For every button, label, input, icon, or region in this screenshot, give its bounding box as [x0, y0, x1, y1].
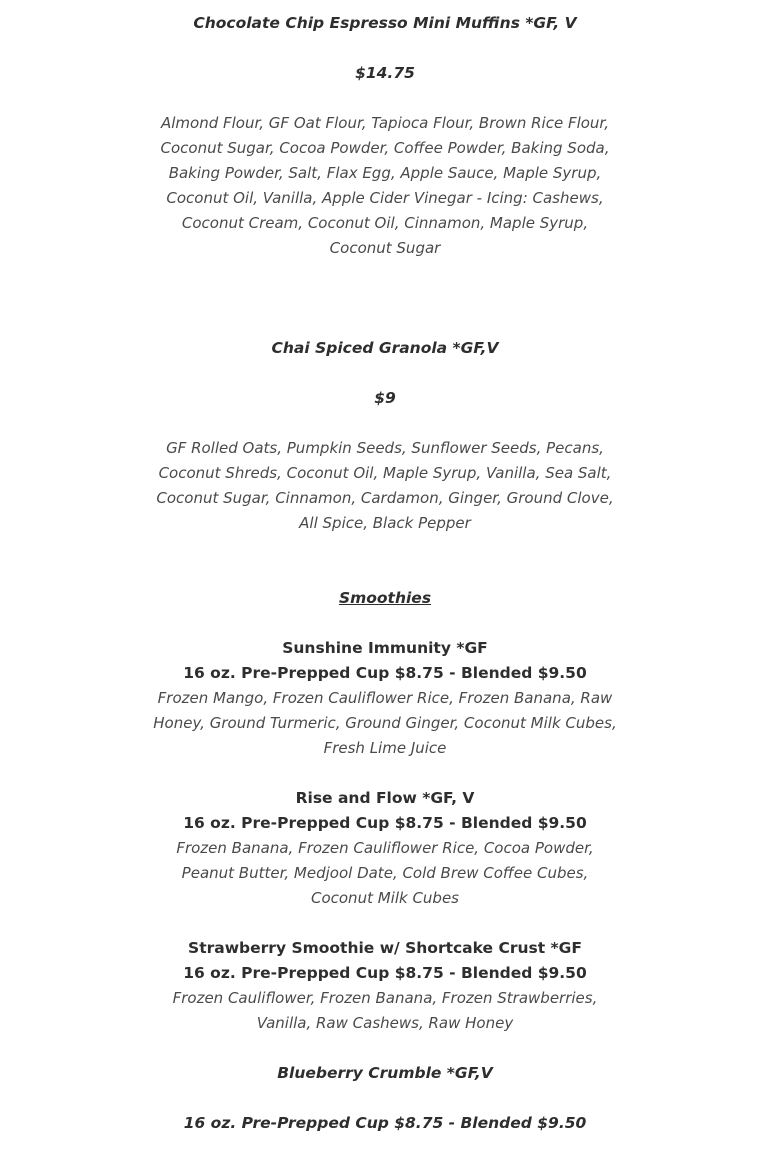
smoothie-desc-line: Coconut Milk Cubes — [310, 889, 459, 907]
smoothie-title: Rise and Flow *GF, V — [295, 789, 475, 807]
smoothie-price: 16 oz. Pre-Prepped Cup $8.75 - Blended $9.50 — [183, 664, 587, 682]
item-desc-muffins-line: Baking Powder, Salt, Flax Egg, Apple Sauce, Maple Syrup, — [168, 164, 602, 182]
smoothie-title: Sunshine Immunity *GF — [282, 639, 488, 657]
smoothie-desc-line: Fresh Lime Juice — [323, 739, 447, 757]
item-desc-granola-line: All Spice, Black Pepper — [299, 514, 471, 532]
item-title-granola: Chai Spiced Granola *GF,V — [271, 339, 499, 357]
smoothie-desc-line: Frozen Banana, Frozen Cauliflower Rice, Cocoa Powder, — [176, 839, 594, 857]
smoothie-price: 16 oz. Pre-Prepped Cup $8.75 - Blended $9.50 — [183, 1114, 587, 1132]
item-desc-granola-line: Coconut Shreds, Coconut Oil, Maple Syrup, Vanilla, Sea Salt, — [158, 464, 612, 482]
smoothie-desc-line: Vanilla, Raw Cashews, Raw Honey — [256, 1014, 514, 1032]
item-price-granola: $9 — [374, 389, 396, 407]
item-title-muffins: Chocolate Chip Espresso Mini Muffins *GF, V — [193, 14, 577, 32]
item-desc-muffins-line: Coconut Sugar, Cocoa Powder, Coffee Powder, Baking Soda, — [160, 139, 610, 157]
smoothie-desc-line: Frozen Mango, Frozen Cauliflower Rice, Frozen Banana, Raw — [157, 689, 613, 707]
item-desc-muffins-line: Coconut Cream, Coconut Oil, Cinnamon, Maple Syrup, — [181, 214, 589, 232]
item-desc-muffins-line: Coconut Sugar — [329, 239, 441, 257]
item-desc-muffins-line: Coconut Oil, Vanilla, Apple Cider Vinegar - Icing: Cashews, — [166, 189, 604, 207]
smoothie-desc-line: Peanut Butter, Medjool Date, Cold Brew Coffee Cubes, — [181, 864, 589, 882]
smoothie-title: Strawberry Smoothie w/ Shortcake Crust *GF — [188, 939, 582, 957]
smoothie-title: Blueberry Crumble *GF,V — [277, 1064, 493, 1082]
smoothie-price: 16 oz. Pre-Prepped Cup $8.75 - Blended $9.50 — [183, 814, 587, 832]
item-desc-granola-line: GF Rolled Oats, Pumpkin Seeds, Sunflower Seeds, Pecans, — [166, 439, 604, 457]
smoothie-desc-line: Honey, Ground Turmeric, Ground Ginger, Coconut Milk Cubes, — [153, 714, 617, 732]
item-desc-granola-line: Coconut Sugar, Cinnamon, Cardamon, Ginger, Ground Clove, — [156, 489, 614, 507]
smoothie-desc-line: Frozen Cauliflower, Frozen Banana, Frozen Strawberries, — [172, 989, 598, 1007]
smoothie-price: 16 oz. Pre-Prepped Cup $8.75 - Blended $9.50 — [183, 964, 587, 982]
item-price-muffins: $14.75 — [355, 64, 415, 82]
item-desc-muffins-line: Almond Flour, GF Oat Flour, Tapioca Flour, Brown Rice Flour, — [160, 114, 609, 132]
section-heading-smoothies: Smoothies — [338, 589, 432, 607]
